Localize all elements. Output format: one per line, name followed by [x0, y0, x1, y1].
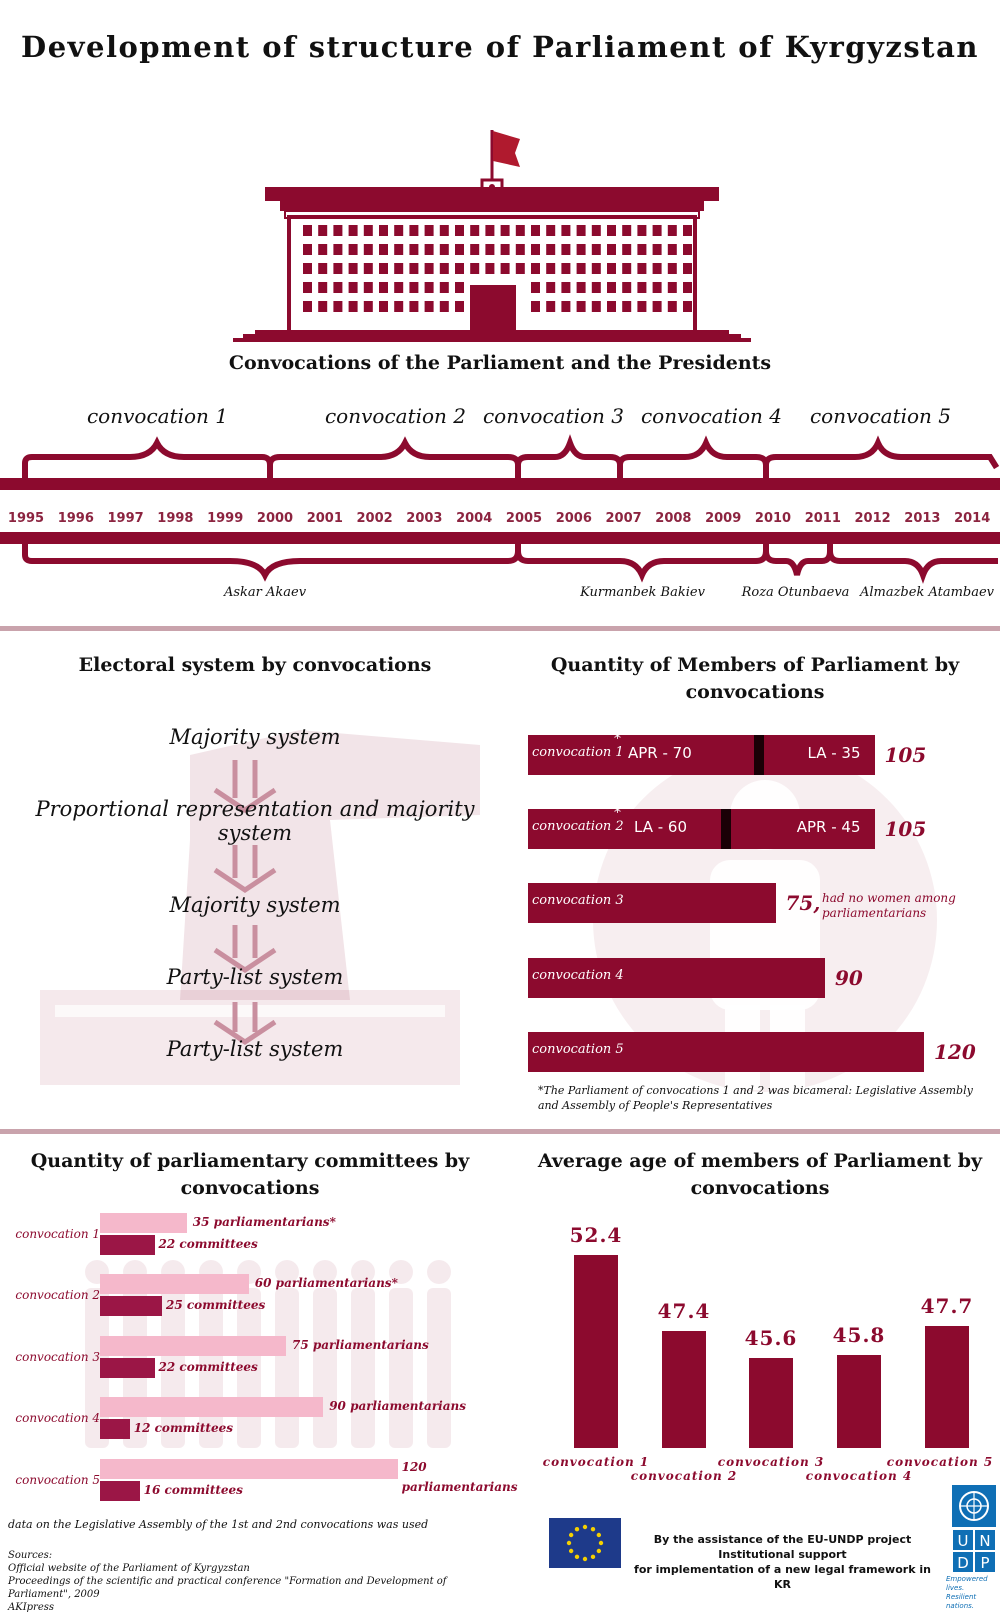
building-window	[349, 282, 358, 293]
building-window	[668, 244, 677, 255]
person-icon	[351, 1288, 375, 1448]
building-window	[622, 225, 631, 236]
president-bakiev: Kurmanbek Bakiev	[580, 585, 705, 600]
member-bar	[528, 883, 776, 923]
eu-star-icon	[569, 1533, 573, 1537]
building-window	[394, 244, 403, 255]
timeline-convocation-4: convocation 4	[640, 404, 783, 428]
building-window	[531, 244, 540, 255]
building-window	[577, 282, 586, 293]
building-window	[683, 301, 692, 312]
building-window	[455, 225, 464, 236]
member-bar-label: convocation 4	[532, 968, 624, 983]
building-window	[561, 282, 570, 293]
section-divider	[0, 1129, 1000, 1134]
building-window	[653, 301, 662, 312]
committees-label: 16 committees	[143, 1483, 243, 1497]
member-bar	[528, 805, 875, 849]
building-window	[455, 263, 464, 274]
timeline-year: 2005	[505, 511, 543, 526]
segment-separator	[754, 735, 764, 775]
segment-label: APR - 70	[628, 744, 692, 762]
timeline-years	[0, 511, 1000, 531]
segment-label: APR - 45	[796, 818, 861, 836]
timeline-year: 2006	[555, 511, 592, 526]
building-window	[577, 225, 586, 236]
parliamentarians-bar	[100, 1336, 286, 1356]
building-window	[333, 263, 342, 274]
building-window	[531, 301, 540, 312]
committees-note: data on the Legislative Assembly of the 1st and 2nd convocations was used	[8, 1518, 429, 1531]
committees-bar	[100, 1358, 155, 1378]
electoral-system-convocation-3: Majority system	[169, 893, 341, 917]
building-window	[561, 244, 570, 255]
building-window	[318, 225, 327, 236]
building-window	[592, 244, 601, 255]
committees-bar	[100, 1296, 162, 1316]
building-window	[409, 282, 418, 293]
building-window	[409, 301, 418, 312]
building-window	[501, 263, 510, 274]
electoral-system-convocation-4: Party-list system	[166, 965, 344, 989]
building-window	[546, 263, 555, 274]
timeline-year: 1997	[107, 511, 144, 526]
electoral-system-convocation-1: Majority system	[169, 725, 341, 749]
building-window	[637, 225, 646, 236]
building-window	[364, 244, 373, 255]
building-window	[349, 244, 358, 255]
building-window	[303, 225, 312, 236]
building-window	[303, 244, 312, 255]
parliament-building-icon	[225, 125, 755, 345]
building-window	[516, 263, 525, 274]
committees-label: 12 committees	[133, 1421, 234, 1435]
building-window	[683, 225, 692, 236]
building-window	[318, 263, 327, 274]
building-window	[485, 263, 494, 274]
eu-flag-icon	[549, 1518, 621, 1568]
building-window	[485, 244, 494, 255]
electoral-system-convocation-5: Party-list system	[166, 1037, 344, 1061]
building-window	[607, 244, 616, 255]
building-window	[668, 282, 677, 293]
segment-separator	[721, 809, 731, 849]
undp-letter: P	[974, 1551, 996, 1573]
age-value-label: 45.6	[744, 1325, 798, 1350]
building-window	[425, 244, 434, 255]
building-window	[577, 301, 586, 312]
person-icon	[427, 1260, 451, 1284]
committees-label: 22 committees	[158, 1237, 258, 1251]
credit-text	[625, 1532, 940, 1592]
age-bar	[837, 1355, 881, 1448]
member-total: 75,	[785, 891, 821, 915]
building-window	[516, 244, 525, 255]
age-bar	[574, 1255, 618, 1448]
member-total: 105	[884, 817, 927, 841]
building-window	[577, 263, 586, 274]
committee-convocation-label: convocation 2	[15, 1288, 100, 1302]
building-window	[501, 225, 510, 236]
timeline-year: 2007	[605, 511, 642, 526]
undp-letter: U	[952, 1529, 974, 1551]
building-window	[561, 263, 570, 274]
committees-bar	[100, 1419, 130, 1439]
sources	[8, 1549, 488, 1614]
timeline-year: 2010	[754, 511, 792, 526]
building-window	[531, 282, 540, 293]
undp-tagline	[946, 1575, 998, 1611]
committees-label: 22 committees	[158, 1360, 258, 1374]
parliamentarians-bar	[100, 1397, 323, 1417]
building-window	[592, 225, 601, 236]
building-window	[425, 301, 434, 312]
undp-logo	[946, 1485, 998, 1610]
source-item: AKIpress	[8, 1602, 55, 1613]
undp-letters	[952, 1529, 996, 1573]
building-window	[333, 244, 342, 255]
building-window	[561, 225, 570, 236]
age-bar	[662, 1331, 706, 1448]
president-atambaev: Almazbek Atambaev	[859, 585, 995, 600]
committee-convocation-label: convocation 5	[15, 1473, 100, 1487]
undp-letter: N	[974, 1529, 996, 1551]
building-window	[379, 263, 388, 274]
timeline-year: 2009	[705, 511, 742, 526]
age-category-label: convocation 5	[886, 1455, 994, 1469]
building-window	[653, 244, 662, 255]
building-window	[592, 282, 601, 293]
timeline-year: 2013	[904, 511, 941, 526]
building-window	[440, 282, 449, 293]
timeline-convocation-2: convocation 2	[324, 404, 467, 428]
building-window	[455, 282, 464, 293]
timeline-year: 2001	[306, 511, 343, 526]
building-window	[622, 282, 631, 293]
parliamentarians-label: 75 parliamentarians	[292, 1338, 429, 1352]
building-window	[531, 263, 540, 274]
segment-label: LA - 60	[634, 818, 687, 836]
building-window	[379, 301, 388, 312]
building-window	[303, 263, 312, 274]
committees-chart-title: Quantity of parliamentary committees by convocations	[30, 1150, 470, 1199]
credit-line-1: By the assistance of the EU-UNDP project Institutional support	[653, 1533, 912, 1561]
source-item: Proceedings of the scientific and practical conference "Formation and Development of Parliament", 2009	[8, 1576, 447, 1600]
building-window	[394, 282, 403, 293]
building-window	[653, 282, 662, 293]
members-footnote: *The Parliament of convocations 1 and 2 was bicameral: Legislative Assembly and Assembly of People's Representatives	[538, 1084, 973, 1112]
building-window	[470, 225, 479, 236]
parliamentarians-label: 120	[401, 1460, 427, 1474]
building-window	[592, 263, 601, 274]
building-window	[653, 263, 662, 274]
building-window	[440, 263, 449, 274]
building-window	[364, 225, 373, 236]
eu-star-icon	[569, 1549, 573, 1553]
age-value-label: 45.8	[832, 1322, 886, 1347]
sources-heading: Sources:	[8, 1550, 53, 1561]
building-window	[607, 282, 616, 293]
timeline-convocation-1: convocation 1	[86, 404, 229, 428]
age-category-label: convocation 2	[630, 1469, 738, 1483]
building-window	[546, 282, 555, 293]
credit-line-2: for implementation of a new legal framework in KR	[634, 1563, 931, 1591]
age-bar	[925, 1326, 969, 1448]
president-otunbaeva: Roza Otunbaeva	[741, 585, 850, 600]
member-bar-label: convocation 2	[532, 819, 624, 834]
age-value-label: 47.7	[920, 1293, 974, 1318]
committee-convocation-label: convocation 3	[15, 1350, 100, 1364]
member-bar-label: convocation 3	[532, 893, 624, 908]
age-category-label: convocation 1	[542, 1455, 650, 1469]
undp-tagline-2: Resilient nations.	[946, 1593, 977, 1610]
building-window	[637, 244, 646, 255]
building-window	[318, 244, 327, 255]
electoral-system-convocation-2: Proportional representation and majority system	[35, 797, 475, 845]
eu-star-icon	[597, 1549, 601, 1553]
member-total: 105	[884, 743, 927, 767]
building-window	[364, 263, 373, 274]
timeline-year: 2002	[356, 511, 393, 526]
eu-star-icon	[599, 1541, 603, 1545]
building-window	[349, 263, 358, 274]
building-window	[546, 301, 555, 312]
building-window	[577, 244, 586, 255]
building-window	[425, 282, 434, 293]
building-window	[592, 301, 601, 312]
building-window	[425, 263, 434, 274]
timeline-year: 1999	[207, 511, 244, 526]
parliamentarians-bar	[100, 1459, 398, 1479]
building-window	[394, 225, 403, 236]
building-window	[637, 263, 646, 274]
building-window	[683, 263, 692, 274]
timeline-year: 2012	[854, 511, 891, 526]
member-bar	[528, 1032, 924, 1072]
timeline-title: Convocations of the Parliament and the Presidents	[228, 352, 772, 374]
parliamentarians-label: 60 parliamentarians*	[254, 1276, 398, 1290]
building-window	[546, 244, 555, 255]
building-window	[683, 244, 692, 255]
building-window	[409, 225, 418, 236]
member-bar-label: convocation 5	[532, 1042, 624, 1057]
building-window	[607, 263, 616, 274]
person-icon	[389, 1288, 413, 1448]
building-window	[607, 225, 616, 236]
timeline-year: 2014	[954, 511, 991, 526]
committee-convocation-label: convocation 4	[15, 1411, 100, 1425]
committee-convocation-label: convocation 1	[15, 1227, 100, 1241]
section-divider	[0, 626, 1000, 631]
building-window	[303, 282, 312, 293]
timeline-year: 2003	[406, 511, 443, 526]
building-window	[653, 225, 662, 236]
timeline-year: 1996	[57, 511, 94, 526]
building-window	[470, 263, 479, 274]
building-window	[455, 301, 464, 312]
building-window	[501, 244, 510, 255]
age-bar	[749, 1358, 793, 1448]
person-icon	[313, 1288, 337, 1448]
person-icon	[427, 1288, 451, 1448]
building-window	[364, 282, 373, 293]
footnote-star: *	[614, 805, 621, 821]
building-window	[455, 244, 464, 255]
building-window	[349, 301, 358, 312]
eu-star-icon	[597, 1533, 601, 1537]
building-window	[349, 225, 358, 236]
building-window	[622, 301, 631, 312]
committees-bar	[100, 1235, 155, 1255]
building-window	[318, 282, 327, 293]
eu-star-icon	[583, 1525, 587, 1529]
building-window	[409, 244, 418, 255]
building-window	[440, 244, 449, 255]
building-window	[379, 225, 388, 236]
building-window	[364, 301, 373, 312]
undp-tagline-1: Empowered lives.	[946, 1575, 988, 1592]
timeline-year: 2008	[655, 511, 692, 526]
undp-letter: D	[952, 1551, 974, 1573]
timeline-convocation-5: convocation 5	[809, 404, 952, 428]
timeline-year: 1995	[7, 511, 45, 526]
building-window	[622, 263, 631, 274]
segment-label: LA - 35	[807, 744, 861, 762]
building-window	[318, 301, 327, 312]
age-category-label: convocation 4	[805, 1469, 913, 1483]
building-window	[637, 282, 646, 293]
timeline-year: 1998	[157, 511, 194, 526]
un-emblem-icon	[952, 1485, 996, 1527]
parliamentarians-label: 35 parliamentarians*	[192, 1215, 336, 1229]
eu-star-icon	[591, 1555, 595, 1559]
eu-star-icon	[575, 1527, 579, 1531]
building-window	[333, 282, 342, 293]
committees-label: 25 committees	[166, 1298, 266, 1312]
committees-bar	[100, 1481, 140, 1501]
footnote-star: *	[614, 731, 621, 747]
eu-star-icon	[567, 1541, 571, 1545]
building-window	[485, 225, 494, 236]
building-window	[683, 282, 692, 293]
building-window	[531, 225, 540, 236]
building-window	[440, 225, 449, 236]
members-annotation: had no women among parliamentarians	[822, 891, 956, 920]
eu-star-icon	[583, 1557, 587, 1561]
age-chart-title: Average age of members of Parliament by convocations	[537, 1150, 983, 1199]
building-window	[561, 301, 570, 312]
building-window	[379, 244, 388, 255]
building-window	[637, 301, 646, 312]
building-window	[425, 225, 434, 236]
parliamentarians-bar	[100, 1213, 187, 1233]
building-window	[409, 263, 418, 274]
building-window	[333, 225, 342, 236]
president-akaev: Askar Akaev	[223, 585, 307, 600]
building-window	[470, 244, 479, 255]
eu-star-icon	[575, 1555, 579, 1559]
electoral-title: Electoral system by convocations	[78, 654, 432, 676]
person-icon	[275, 1288, 299, 1448]
member-total: 90	[835, 966, 863, 990]
timeline-year: 2000	[256, 511, 294, 526]
member-bar	[528, 731, 875, 775]
building-window	[668, 301, 677, 312]
eu-star-icon	[591, 1527, 595, 1531]
parliamentarians-label: 90 parliamentarians	[329, 1399, 466, 1413]
age-value-label: 47.4	[657, 1298, 711, 1323]
building-window	[303, 301, 312, 312]
timeline-convocation-3: convocation 3	[482, 404, 625, 428]
source-item: Official website of the Parliament of Kyrgyzstan	[8, 1563, 250, 1574]
building-window	[440, 301, 449, 312]
member-bar-label: convocation 1	[532, 745, 624, 760]
page-title: Development of structure of Parliament of Kyrgyzstan	[21, 30, 979, 64]
building-window	[607, 301, 616, 312]
building-window	[546, 225, 555, 236]
timeline-year: 2011	[804, 511, 841, 526]
building-window	[622, 244, 631, 255]
member-bar	[528, 958, 825, 998]
age-category-label: convocation 3	[717, 1455, 825, 1469]
building-window	[668, 225, 677, 236]
member-total: 120	[934, 1040, 976, 1064]
building-window	[394, 263, 403, 274]
building-window	[379, 282, 388, 293]
building-window	[333, 301, 342, 312]
building-window	[668, 263, 677, 274]
building-window	[394, 301, 403, 312]
age-value-label: 52.4	[569, 1222, 623, 1247]
members-chart-title: Quantity of Members of Parliament by convocations	[550, 654, 960, 703]
building-window	[516, 225, 525, 236]
parliamentarians-bar	[100, 1274, 249, 1294]
parliamentarians-label-unit: parliamentarians	[401, 1480, 518, 1494]
timeline-year: 2004	[456, 511, 493, 526]
